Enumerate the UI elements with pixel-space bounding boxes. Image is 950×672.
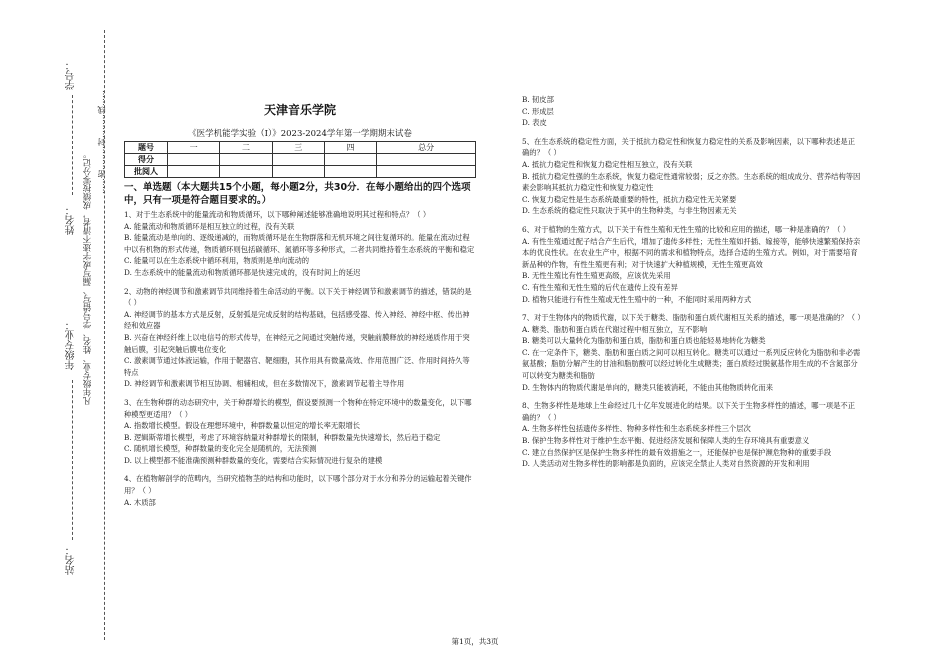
question-block (522, 400, 862, 470)
score-cell (324, 166, 376, 178)
answer-option: C. 恢复力稳定性是生态系统最重要的特性，抵抗力稳定性无关紧要 (522, 194, 737, 204)
score-cell (324, 154, 376, 166)
answer-option: D. 以上模型都不能准确预测种群数量的变化，需要结合实际情况进行复杂的建模 (124, 455, 383, 465)
answer-option: B. 保护生物多样性对于维护生态平衡、促进经济发展和保障人类的生存环境具有重要意义 (522, 436, 810, 446)
answer-option: C. 激素调节通过体液运输，作用于靶器官、靶细胞，其作用具有微量高效、作用范围广泛、作用时间持久等特点 (124, 356, 470, 377)
answer-option: B. 逻辑斯蒂增长模型，考虑了环境容纳量对种群增长的限制，种群数量先快速增长，然后趋于稳定 (124, 432, 441, 442)
question-stem: 2、动物的神经调节和激素调节共同维持着生命活动的平衡。以下关于神经调节和激素调节的描述，错误的是（ ） (124, 286, 472, 308)
answer-option: C. 有性生殖和无性生殖的后代在遗传上没有差异 (522, 282, 678, 292)
exam-subtitle: 《医学机能学实验（Ⅰ）》2023-2024学年第一学期期末试卷 (188, 129, 412, 139)
score-table-grader-row (125, 166, 476, 178)
question-stem: 8、生物多样性是地球上生命经过几十亿年发展进化的结果。以下关于生物多样性的描述，哪一项是不正确的？（ ） (522, 401, 855, 422)
answer-option: A. 神经调节的基本方式是反射，反射弧是完成反射的结构基础，包括感受器、传入神经、神经中枢、传出神经和效应器 (124, 309, 470, 331)
answer-option: B. 糖类可以大量转化为脂肪和蛋白质，脂肪和蛋白质也能轻易地转化为糖类 (522, 336, 766, 346)
score-cell: 总分 (377, 142, 476, 154)
gutter-name-label: 姓名： (66, 205, 77, 235)
question-stem: 7、对于生物体内的物质代谢，以下关于糖类、脂肪和蛋白质代谢相互关系的描述，哪一项是准确的？（ ） (522, 313, 865, 323)
question-stem: 6、对于植物的生殖方式，以下关于有性生殖和无性生殖的比较和应用的描述，哪一种是准确的？（ ） (522, 224, 851, 234)
answer-option: B. 韧皮部 (522, 95, 554, 104)
question-block (124, 209, 476, 279)
answer-option: A. 能量流动和物质循环是相互独立的过程，没有关联 (124, 221, 295, 231)
score-cell (220, 154, 272, 166)
answer-option: A. 抵抗力稳定性和恢复力稳定性相互独立，没有关联 (522, 159, 693, 169)
score-cell: 批阅人 (125, 166, 168, 178)
question-block (522, 136, 862, 217)
score-cell: 二 (220, 142, 272, 154)
score-table-header-row (125, 142, 476, 154)
gutter-name-line (72, 95, 73, 195)
gutter-instruction-note: 凡年级专业、姓名、学号错写、漏写或字迹不清者，成绩按零分记。 (83, 150, 93, 405)
question-block (522, 224, 862, 305)
gutter-major-line (72, 380, 73, 540)
score-cell (168, 166, 220, 178)
gutter-major-label: 年级专业： (66, 320, 77, 370)
section-heading: 一、单选题（本大题共15个小题，每小题2分，共30分．在每小题给出的四个选项中，只有一项是符合题目要求的。） (124, 182, 471, 206)
question-stem: 4、在植物解剖学的范畴内，当研究植物茎的结构和功能时，以下哪个部分对于水分和养分的运输起着关键作用？（ ） (124, 474, 472, 496)
answer-option: B. 能量流动是单向的、逐级递减的，而物质循环是在生物群落和无机环境之间往复循环的。能量在流动过程中以有机物的形式传递，物质循环则包括碳循环、氮循环等多种形式，二者共同维持着生态系统的平衡和稳定 (124, 233, 475, 254)
score-cell: 三 (272, 142, 324, 154)
answer-option: D. 人类活动对生物多样性的影响都是负面的，应该完全禁止人类对自然资源的开发和利用 (522, 459, 810, 469)
school-title: 天津音乐学院 (263, 103, 336, 117)
question-block (124, 397, 476, 467)
score-cell: 题号 (125, 142, 168, 154)
answer-option: C. 能量可以在生态系统中循环利用，物质则是单向流动的 (124, 256, 310, 266)
question-block (522, 312, 865, 393)
answer-option: B. 抵抗力稳定性强的生态系统，恢复力稳定性通常较弱；反之亦然。生态系统的组成成分、营养结构等因素会影响其抵抗力稳定性和恢复力稳定性 (522, 171, 861, 193)
answer-option: C. 建立自然保护区是保护生物多样性的最有效措施之一，还能保护也是保护濒危物种的重要手段 (522, 447, 832, 457)
right-question-column (522, 94, 865, 477)
score-cell (377, 166, 476, 178)
answer-option: C. 随机增长模型，种群数量的变化完全是随机的，无法预测 (124, 444, 317, 454)
score-cell: 一 (168, 142, 220, 154)
score-cell: 四 (324, 142, 376, 154)
answer-option: C. 在一定条件下，糖类、脂肪和蛋白质之间可以相互转化。糖类可以通过一系列反应转化为脂肪和非必需氨基酸；脂肪分解产生的甘油和脂肪酸可以经过转化生成糖类；蛋白质经过脱氨基作用生成的不含氮部分可以转变为糖类和脂肪 (522, 347, 861, 381)
answer-option: A. 糖类、脂肪和蛋白质在代谢过程中相互独立，互不影响 (522, 324, 708, 334)
gutter-seal-warning: ……密………封………线…… (97, 90, 106, 194)
answer-option: B. 兴奋在神经纤维上以电信号的形式传导，在神经元之间通过突触传递，突触前膜释放的神经递质作用于突触后膜，引起突触后膜电位变化 (124, 332, 470, 354)
question-stem: 3、在生物种群的动态研究中，关于种群增长的模型，假设要预测一个物种在特定环境中的数量变化，以下哪种模型更适用？（ ） (124, 397, 472, 419)
answer-option: D. 生物体内的物质代谢是单向的，糖类只能被消耗，不能由其他物质转化而来 (522, 382, 774, 392)
score-table-score-row (125, 154, 476, 166)
gutter-site-label: 站名： (66, 545, 77, 575)
answer-option: D. 生态系统中的能量流动和物质循环都是快速完成的，没有时间上的延迟 (124, 267, 361, 277)
binding-gutter (0, 0, 110, 672)
answer-option: C. 形成层 (522, 106, 554, 116)
score-cell (168, 154, 220, 166)
answer-option: A. 指数增长模型。假设在理想环境中，种群数量以恒定的增长率无限增长 (124, 421, 361, 431)
gutter-student-id-label: 学号： (66, 60, 77, 90)
answer-option: A. 木质部 (124, 497, 156, 507)
question-stem: 1、对于生态系统中的能量流动和物质循环，以下哪种阐述能够准确地说明其过程和特点？（ ） (124, 210, 431, 219)
score-cell (220, 166, 272, 178)
answer-option: B. 无性生殖比有性生殖更高级，应该优先采用 (522, 271, 671, 281)
page-footer: 第1页，共3页 (451, 637, 499, 646)
question-block (522, 94, 862, 129)
score-cell (272, 166, 324, 178)
score-table (124, 141, 476, 178)
score-cell: 得分 (125, 154, 168, 166)
gutter-seal-line (104, 30, 105, 640)
answer-option: D. 表皮 (522, 118, 547, 128)
left-question-column (124, 209, 476, 515)
score-cell (272, 154, 324, 166)
answer-option: A. 有性生殖通过配子结合产生后代，增加了遗传多样性；无性生殖如扦插、嫁接等，能够快速繁殖保持亲本的优良性状。在农业生产中，根据不同的需求和植物特点，选择合适的生殖方式。例如，对于需要培育新品种的作物，有性生殖更有利；对于快速扩大种植规模，无性生殖更高效 (522, 236, 861, 269)
answer-option: A. 生物多样性包括遗传多样性、物种多样性和生态系统多样性三个层次 (522, 424, 751, 434)
question-block (124, 473, 476, 508)
answer-option: D. 植物只能进行有性生殖或无性生殖中的一种，不能同时采用两种方式 (522, 294, 752, 304)
question-stem: 5、在生态系统的稳定性方面，关于抵抗力稳定性和恢复力稳定性的关系及影响因素，以下哪种表述是正确的？（ ） (522, 136, 855, 158)
answer-option: D. 神经调节和激素调节相互协调、相辅相成，但在多数情况下，激素调节起着主导作用 (124, 379, 405, 389)
score-cell (377, 154, 476, 166)
answer-option: D. 生态系统的稳定性只取决于其中的生物种类，与非生物因素无关 (522, 206, 737, 216)
question-block (124, 286, 476, 390)
